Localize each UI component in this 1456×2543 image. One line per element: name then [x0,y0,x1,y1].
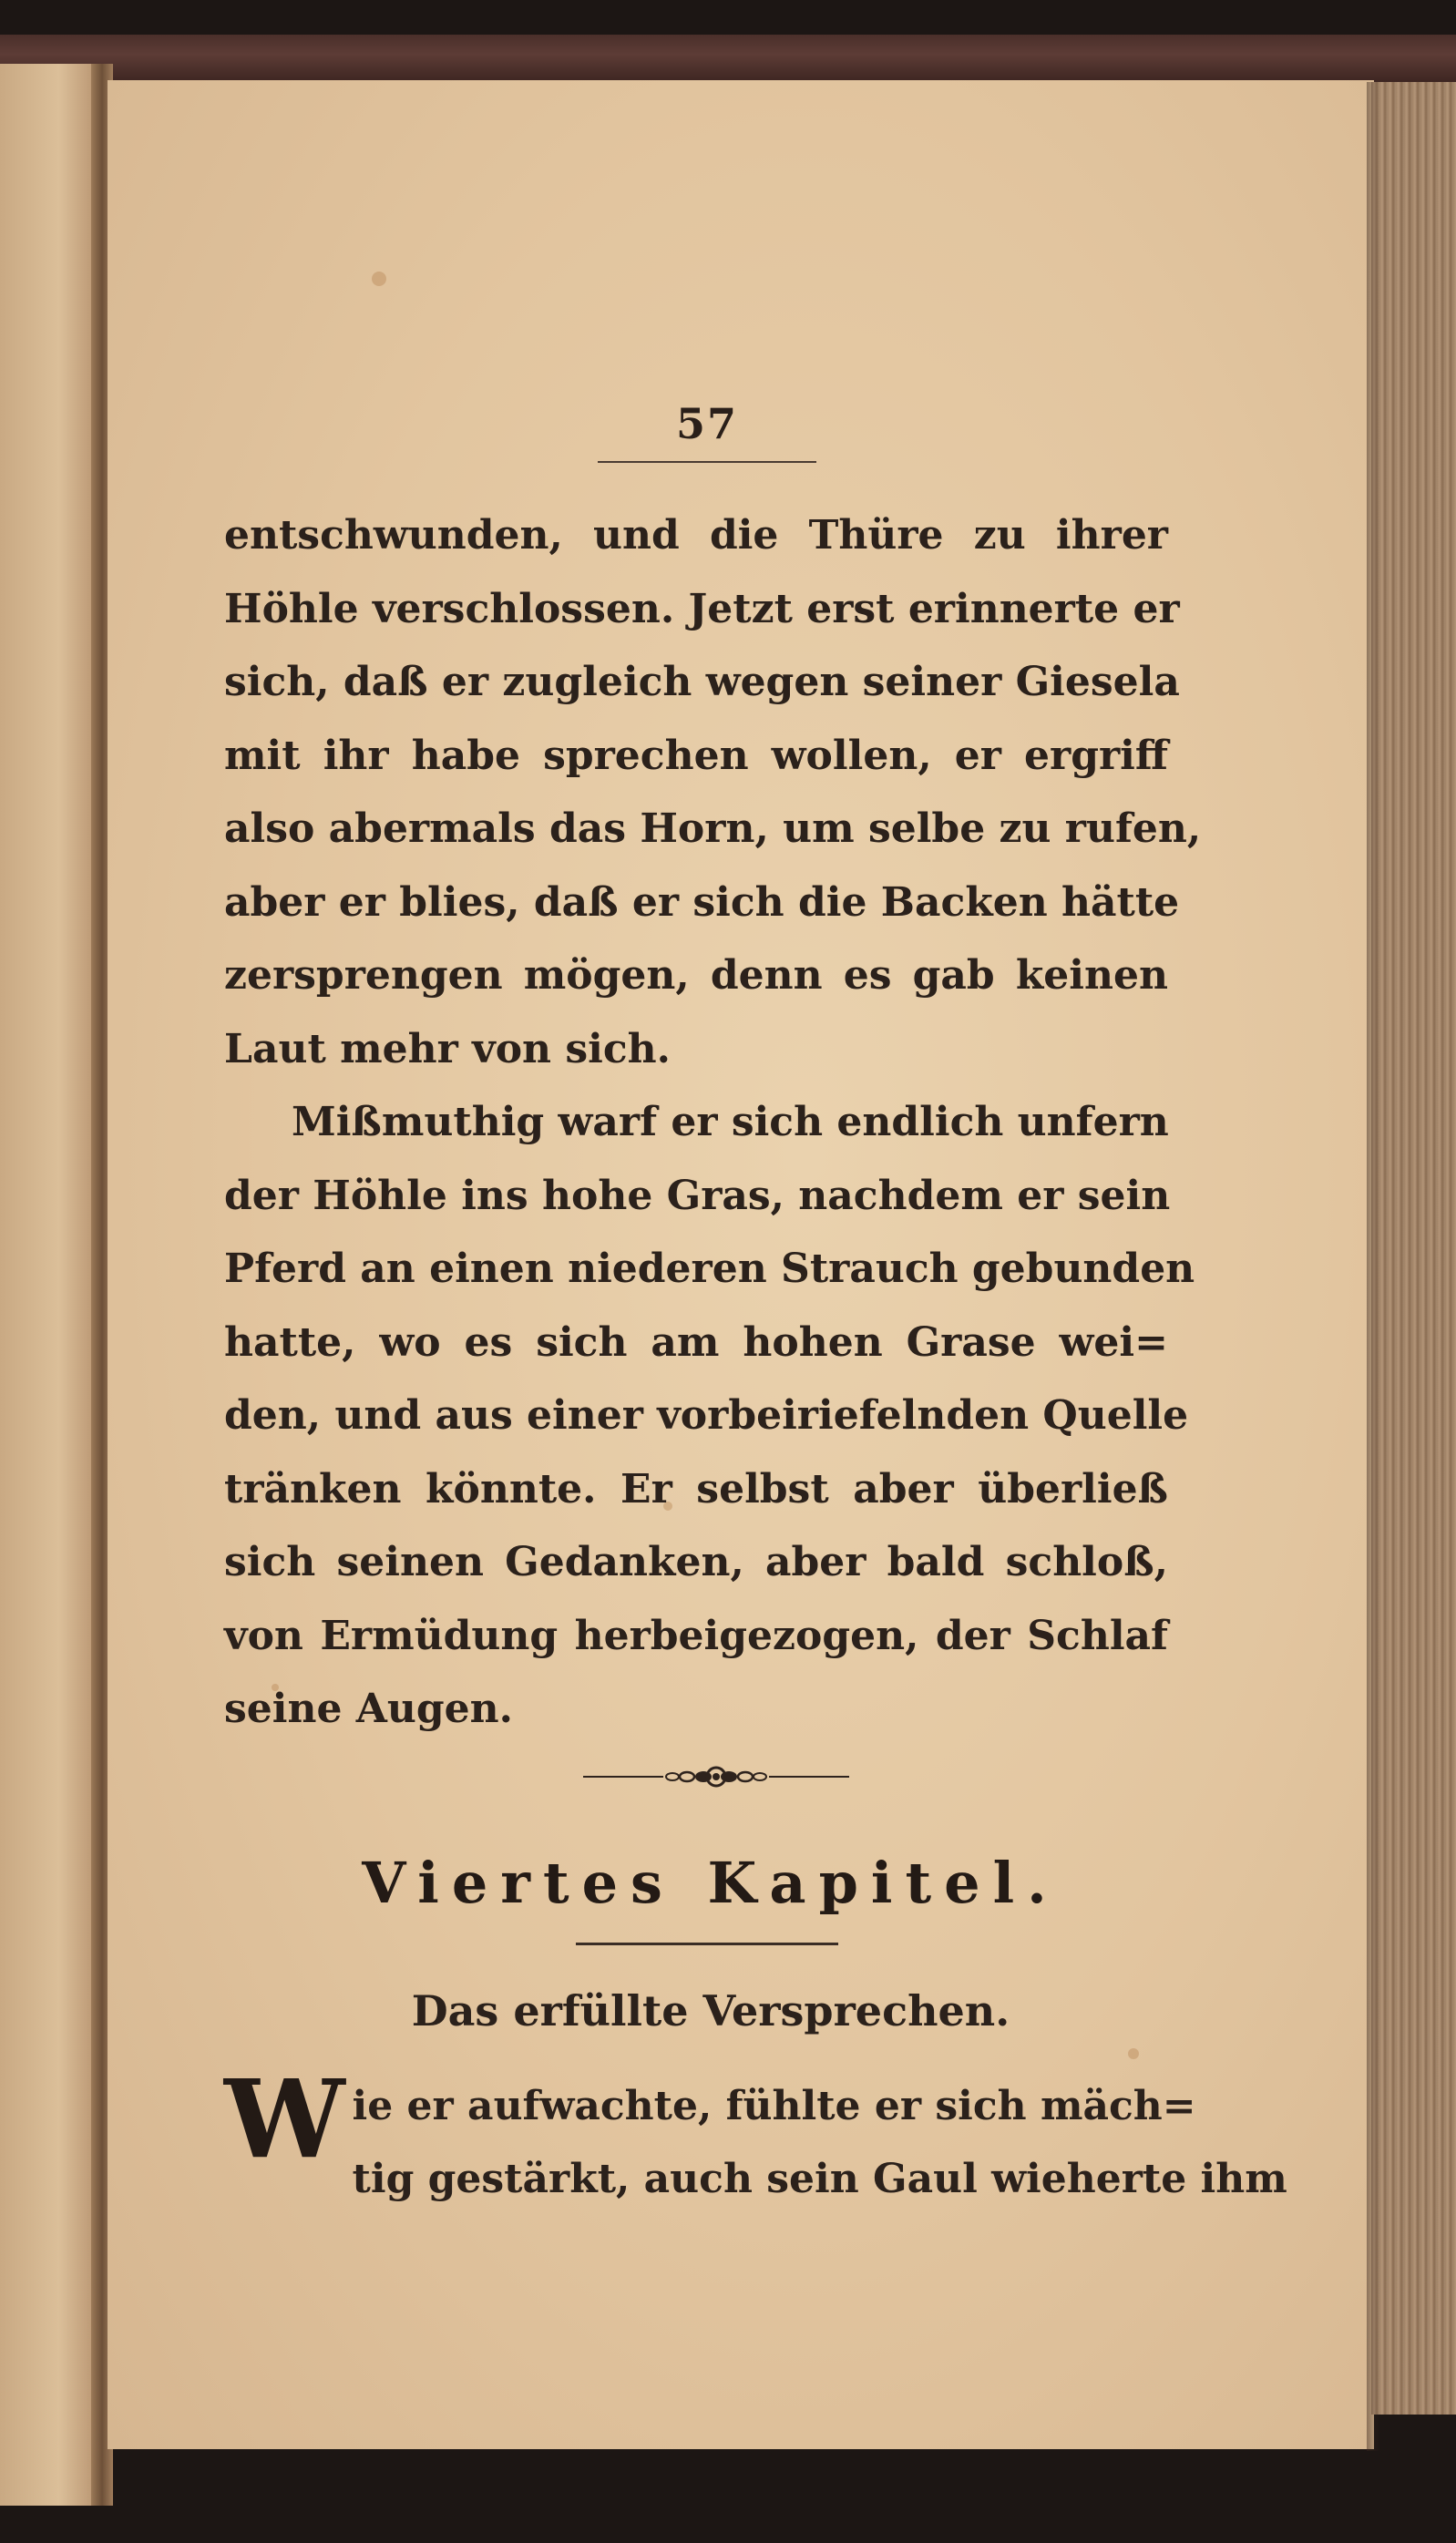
chapter-subtitle: Das erfüllte Versprechen. [411,1986,1010,2035]
page-edge-shadow [1367,82,1379,2451]
text-line: sich seinen Gedanken, aber bald schloß, [224,1539,1168,1585]
text-line: tränken könnte. Er selbst aber überließ [224,1465,1168,1512]
text-line: entschwunden, und die Thüre zu ihrer [224,512,1168,559]
text-line: sich, daß er zugleich wegen seiner Giesela [224,659,1180,705]
text-line: ie er aufwachte, fühlte er sich mäch= [352,2083,1196,2129]
chapter-heading: Viertes Kapitel. [362,1850,1060,1916]
page-fore-edge [1371,82,1456,2415]
text-line: Laut mehr von sich. [224,1025,671,1072]
text-line: von Ermüdung herbeigezogen, der Schlaf [224,1612,1168,1659]
text-line: Höhle verschlossen. Jetzt erst erinnerte er [224,585,1180,632]
paragraph [224,1086,1195,1747]
text-line: zersprengen mögen, denn es gab keinen [224,952,1168,999]
book-cover-top-edge [0,35,1456,84]
text-line: also abermals das Horn, um selbe zu rufen, [224,805,1202,852]
text-line: Mißmuthig warf er sich endlich unfern [292,1099,1169,1145]
text-line: Pferd an einen niederen Strauch gebunden [224,1246,1195,1292]
chapter-opening-text [224,2056,1287,2216]
text-line: tig gestärkt, auch sein Gaul wieherte ihm [352,2156,1287,2202]
text-line: der Höhle ins hohe Gras, nachdem er sein [224,1172,1171,1219]
chapter-rule [576,1943,838,1945]
left-page-edge [0,64,98,2506]
header-rule [598,461,816,463]
drop-cap: W [224,2056,345,2182]
foxing-spot [372,272,386,286]
page-number: 57 [675,399,738,448]
body-text [224,499,1202,1747]
foxing-spot [1128,2048,1139,2059]
text-line: mit ihr habe sprechen wollen, er ergriff [224,732,1168,779]
text-line: hatte, wo es sich am hohen Grase wei= [224,1318,1168,1366]
page-header [598,399,816,448]
text-line: den, und aus einer vorbeiriefelnden Quelle [224,1392,1189,1439]
text-line: aber er blies, daß er sich die Backen hätte [224,878,1180,926]
section-divider-ornament [579,1759,853,1795]
paragraph [224,499,1202,1086]
text-line: seine Augen. [224,1686,513,1732]
